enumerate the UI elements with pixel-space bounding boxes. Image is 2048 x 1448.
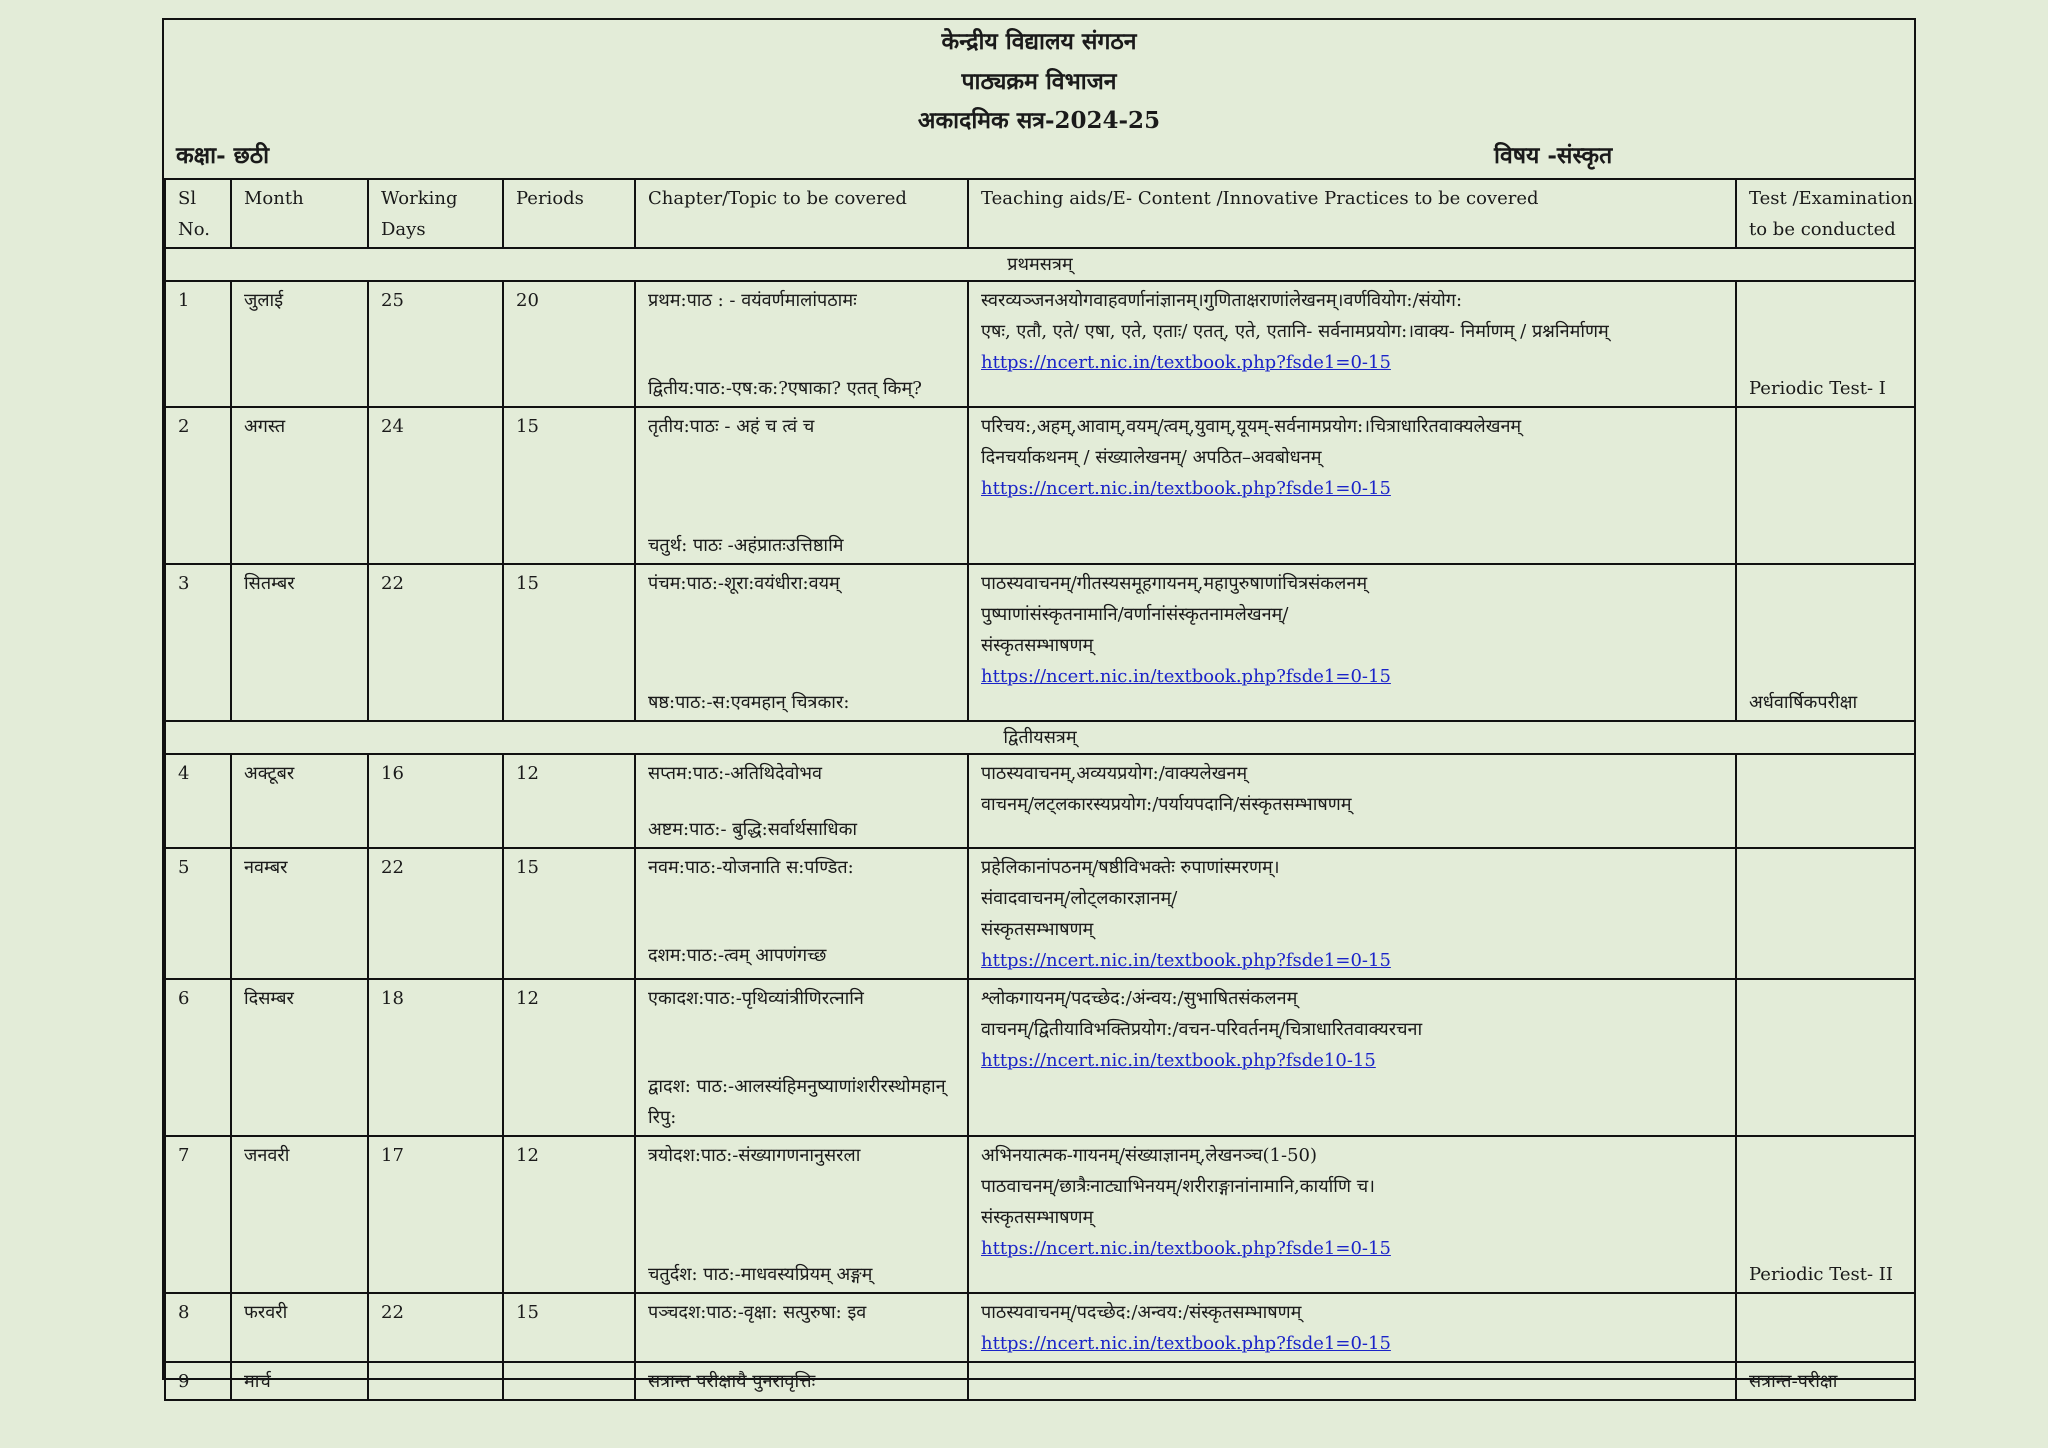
semester-row-first (165, 248, 1915, 281)
chapter-topic: पंचम:पाठ:-शूरा:वयंधीरा:वयम् (648, 573, 840, 594)
cell-sl: 7 (165, 1136, 231, 1293)
chapter-topic: द्वादश: पाठ:-आलस्यंहिमनुष्याणांशरीरस्थोमहान् रिपु: (648, 1076, 946, 1128)
teaching-aid-line: संस्कृतसम्भाषणम् (981, 635, 1094, 656)
teaching-aid-line: संस्कृतसम्भाषणम् (981, 1207, 1094, 1228)
ncert-textbook-link[interactable]: https://ncert.nic.in/textbook.php?fsde1=0-15 (981, 1333, 1391, 1354)
teaching-aid-line: स्वरव्यञ्जनअयोगवाहवर्णानांज्ञानम्।गुणिताक्षराणांलेखनम्।वर्णवियोग:/संयोग: (981, 290, 1463, 311)
cell-chapter (635, 754, 968, 848)
teaching-aid-line: दिनचर्याकथनम् / संख्यालेखनम्/ अपठित–अवबोधनम् (981, 447, 1322, 468)
chapter-topic: एकादश:पाठ:-पृथिव्यांत्रीणिरत्नानि (648, 988, 864, 1009)
test-name: Periodic Test- I (1749, 378, 1886, 399)
teaching-aid-line: वाचनम्/लट्लकारस्यप्रयोग:/पर्यायपदानि/संस्कृतसम्भाषणम् (981, 794, 1352, 815)
session-title: अकादमिक सत्र-2024-25 (917, 107, 1161, 134)
chapter-topic: चतुर्थ: पाठः -अहंप्रातःउत्तिष्ठामि (648, 535, 844, 556)
ncert-textbook-link[interactable]: https://ncert.nic.in/textbook.php?fsde1=0-15 (981, 666, 1391, 687)
col-header-aids: Teaching aids/E- Content /Innovative Practices to be covered (968, 179, 1736, 248)
ncert-textbook-link[interactable]: https://ncert.nic.in/textbook.php?fsde10-15 (981, 1050, 1376, 1071)
teaching-aid-line: एषः, एतौ, एते/ एषा, एते, एताः/ एतत्, एते, एतानि- सर्वनामप्रयोग:।वाक्य- निर्माणम् / प्रश्ननिर्माणम् (981, 321, 1609, 342)
cell-test (1736, 979, 1915, 1136)
cell-periods: 15 (503, 1293, 635, 1362)
cell-sl: 4 (165, 754, 231, 848)
ncert-textbook-link[interactable]: https://ncert.nic.in/textbook.php?fsde1=0-15 (981, 478, 1391, 499)
table-row (165, 281, 1915, 407)
teaching-aid-line: अभिनयात्मक-गायनम्/संख्याज्ञानम्,लेखनञ्च(1-50) (981, 1145, 1318, 1166)
ncert-textbook-link[interactable]: https://ncert.nic.in/textbook.php?fsde1=0-15 (981, 950, 1391, 971)
cell-teaching-aids (968, 564, 1736, 721)
chapter-topic: दशम:पाठ:-त्वम् आपणंगच्छ (648, 945, 827, 966)
cell-working-days: 16 (368, 754, 503, 848)
cell-chapter (635, 1293, 968, 1362)
cell-test (1736, 1136, 1915, 1293)
cell-sl: 8 (165, 1293, 231, 1362)
semester-label: द्वितीयसत्रम् (165, 721, 1915, 754)
teaching-aid-line: पाठस्यवाचनम्/पदच्छेद:/अन्वय:/संस्कृतसम्भाषणम् (981, 1302, 1302, 1323)
org-title: केन्द्रीय विद्यालय संगठन (941, 28, 1137, 55)
cell-working-days: 17 (368, 1136, 503, 1293)
ncert-textbook-link[interactable]: https://ncert.nic.in/textbook.php?fsde1=0-15 (981, 352, 1391, 373)
teaching-aid-line: परिचय:,अहम्,आवाम्,वयम्/त्वम्,युवाम्,यूयम्-सर्वनामप्रयोग:।चित्राधारितवाक्यलेखनम् (981, 416, 1522, 437)
col-header-sl: Sl No. (165, 179, 231, 248)
cell-chapter (635, 407, 968, 564)
teaching-aid-line: पाठस्यवाचनम्,अव्ययप्रयोग:/वाक्यलेखनम् (981, 763, 1248, 784)
cell-test (1736, 1362, 1915, 1400)
col-header-chapter: Chapter/Topic to be covered (635, 179, 968, 248)
cell-chapter (635, 979, 968, 1136)
table-row (165, 407, 1915, 564)
cell-teaching-aids (968, 1362, 1736, 1400)
cell-periods: 15 (503, 848, 635, 979)
dept-title: पाठ्यक्रम विभाजन (961, 68, 1117, 95)
cell-month: जुलाई (231, 281, 368, 407)
cell-month: अगस्त (231, 407, 368, 564)
cell-periods (503, 1362, 635, 1400)
cell-teaching-aids (968, 407, 1736, 564)
table-row (165, 564, 1915, 721)
cell-test (1736, 1293, 1915, 1362)
cell-working-days: 18 (368, 979, 503, 1136)
col-header-test: Test /Examination to be conducted (1736, 179, 1915, 248)
col-header-periods: Periods (503, 179, 635, 248)
cell-sl: 6 (165, 979, 231, 1136)
cell-sl: 9 (165, 1362, 231, 1400)
cell-periods: 12 (503, 1136, 635, 1293)
cell-month: जनवरी (231, 1136, 368, 1293)
cell-sl: 2 (165, 407, 231, 564)
document-header (164, 20, 1914, 180)
cell-periods: 12 (503, 979, 635, 1136)
teaching-aid-line: पाठवाचनम्/छात्रैःनाट्याभिनयम्/शरीराङ्गानांनामानि,कार्याणि च। (981, 1176, 1375, 1197)
cell-working-days: 22 (368, 564, 503, 721)
cell-month: दिसम्बर (231, 979, 368, 1136)
cell-chapter (635, 1136, 968, 1293)
cell-working-days: 22 (368, 848, 503, 979)
cell-teaching-aids (968, 1293, 1736, 1362)
test-name: अर्धवार्षिकपरीक्षा (1749, 692, 1858, 713)
cell-chapter (635, 281, 968, 407)
test-name: सत्रान्त-परीक्षा (1749, 1371, 1838, 1392)
cell-working-days (368, 1362, 503, 1400)
cell-teaching-aids (968, 979, 1736, 1136)
syllabus-sheet (162, 18, 1916, 1392)
syllabus-table (164, 178, 1916, 1401)
teaching-aid-line: श्लोकगायनम्/पदच्छेद:/अंन्वय:/सुभाषितसंकलनम् (981, 988, 1298, 1009)
cell-periods: 15 (503, 407, 635, 564)
table-row (165, 1293, 1915, 1362)
chapter-topic: सत्रान्त परीक्षायै पुनरावृत्तिः (648, 1371, 816, 1392)
cell-sl: 5 (165, 848, 231, 979)
cell-test (1736, 281, 1915, 407)
table-row (165, 754, 1915, 848)
test-name: Periodic Test- II (1749, 1264, 1893, 1285)
cell-periods: 20 (503, 281, 635, 407)
teaching-aid-line: प्रहेलिकानांपठनम्/षष्ठीविभक्तेः रुपाणांस्मरणम्। (981, 857, 1280, 878)
table-row (165, 1362, 1915, 1400)
semester-label: प्रथमसत्रम् (165, 248, 1915, 281)
cell-teaching-aids (968, 754, 1736, 848)
cell-teaching-aids (968, 848, 1736, 979)
cell-month: नवम्बर (231, 848, 368, 979)
cell-month: अक्टूबर (231, 754, 368, 848)
cell-sl: 1 (165, 281, 231, 407)
teaching-aid-line: संस्कृतसम्भाषणम् (981, 919, 1094, 940)
cell-periods: 15 (503, 564, 635, 721)
cell-teaching-aids (968, 1136, 1736, 1293)
teaching-aid-line: वाचनम्/द्वितीयाविभक्तिप्रयोग:/वचन-परिवर्तनम्/चित्राधारितवाक्यरचना (981, 1019, 1423, 1040)
semester-row-second (165, 721, 1915, 754)
table-header-row (165, 179, 1915, 248)
chapter-topic: चतुर्दश: पाठ:-माधवस्यप्रियम् अङ्गम् (648, 1264, 873, 1285)
cell-month: फरवरी (231, 1293, 368, 1362)
teaching-aid-line: संवादवाचनम्/लोट्लकारज्ञानम्/ (981, 888, 1178, 909)
chapter-topic: द्वितीय:पाठ:-एष:क:?एषाका? एतत् किम्? (648, 378, 922, 399)
cell-chapter (635, 1362, 968, 1400)
class-label: कक्षा- छठी (176, 142, 270, 169)
cell-test (1736, 407, 1915, 564)
cell-working-days: 25 (368, 281, 503, 407)
cell-test (1736, 848, 1915, 979)
cell-month: मार्च (231, 1362, 368, 1400)
ncert-textbook-link[interactable]: https://ncert.nic.in/textbook.php?fsde1=0-15 (981, 1238, 1391, 1259)
cell-test (1736, 564, 1915, 721)
cell-month: सितम्बर (231, 564, 368, 721)
col-header-month: Month (231, 179, 368, 248)
chapter-topic: सप्तम:पाठ:-अतिथिदेवोभव (648, 763, 823, 784)
chapter-topic: पञ्चदश:पाठ:-वृक्षा: सत्पुरुषा: इव (648, 1302, 867, 1323)
teaching-aid-line: पुष्पाणांसंस्कृतनामानि/वर्णानांसंस्कृतनामलेखनम्/ (981, 604, 1289, 625)
cell-chapter (635, 564, 968, 721)
col-header-working-days: Working Days (368, 179, 503, 248)
table-row (165, 1136, 1915, 1293)
cell-sl: 3 (165, 564, 231, 721)
cell-chapter (635, 848, 968, 979)
cell-periods: 12 (503, 754, 635, 848)
chapter-topic: अष्टम:पाठ:- बुद्धि:सर्वार्थसाधिका (648, 819, 858, 840)
cell-teaching-aids (968, 281, 1736, 407)
chapter-topic: नवम:पाठ:-योजनाति स:पण्डित: (648, 857, 854, 878)
chapter-topic: प्रथम:पाठ : - वयंवर्णमालांपठामः (648, 290, 857, 311)
cell-test (1736, 754, 1915, 848)
chapter-topic: तृतीय:पाठः - अहं च त्वं च (648, 416, 815, 437)
cell-working-days: 24 (368, 407, 503, 564)
chapter-topic: षष्ठ:पाठ:-स:एवमहान् चित्रकार: (648, 692, 850, 713)
teaching-aid-line: पाठस्यवाचनम्/गीतस्यसमूहगायनम्,महापुरुषाणांचित्रसंकलनम् (981, 573, 1368, 594)
chapter-topic: त्रयोदश:पाठ:-संख्यागणनानुसरला (648, 1145, 861, 1166)
table-row (165, 979, 1915, 1136)
subject-label: विषय -संस्कृत (1494, 142, 1613, 169)
table-row (165, 848, 1915, 979)
cell-working-days: 22 (368, 1293, 503, 1362)
